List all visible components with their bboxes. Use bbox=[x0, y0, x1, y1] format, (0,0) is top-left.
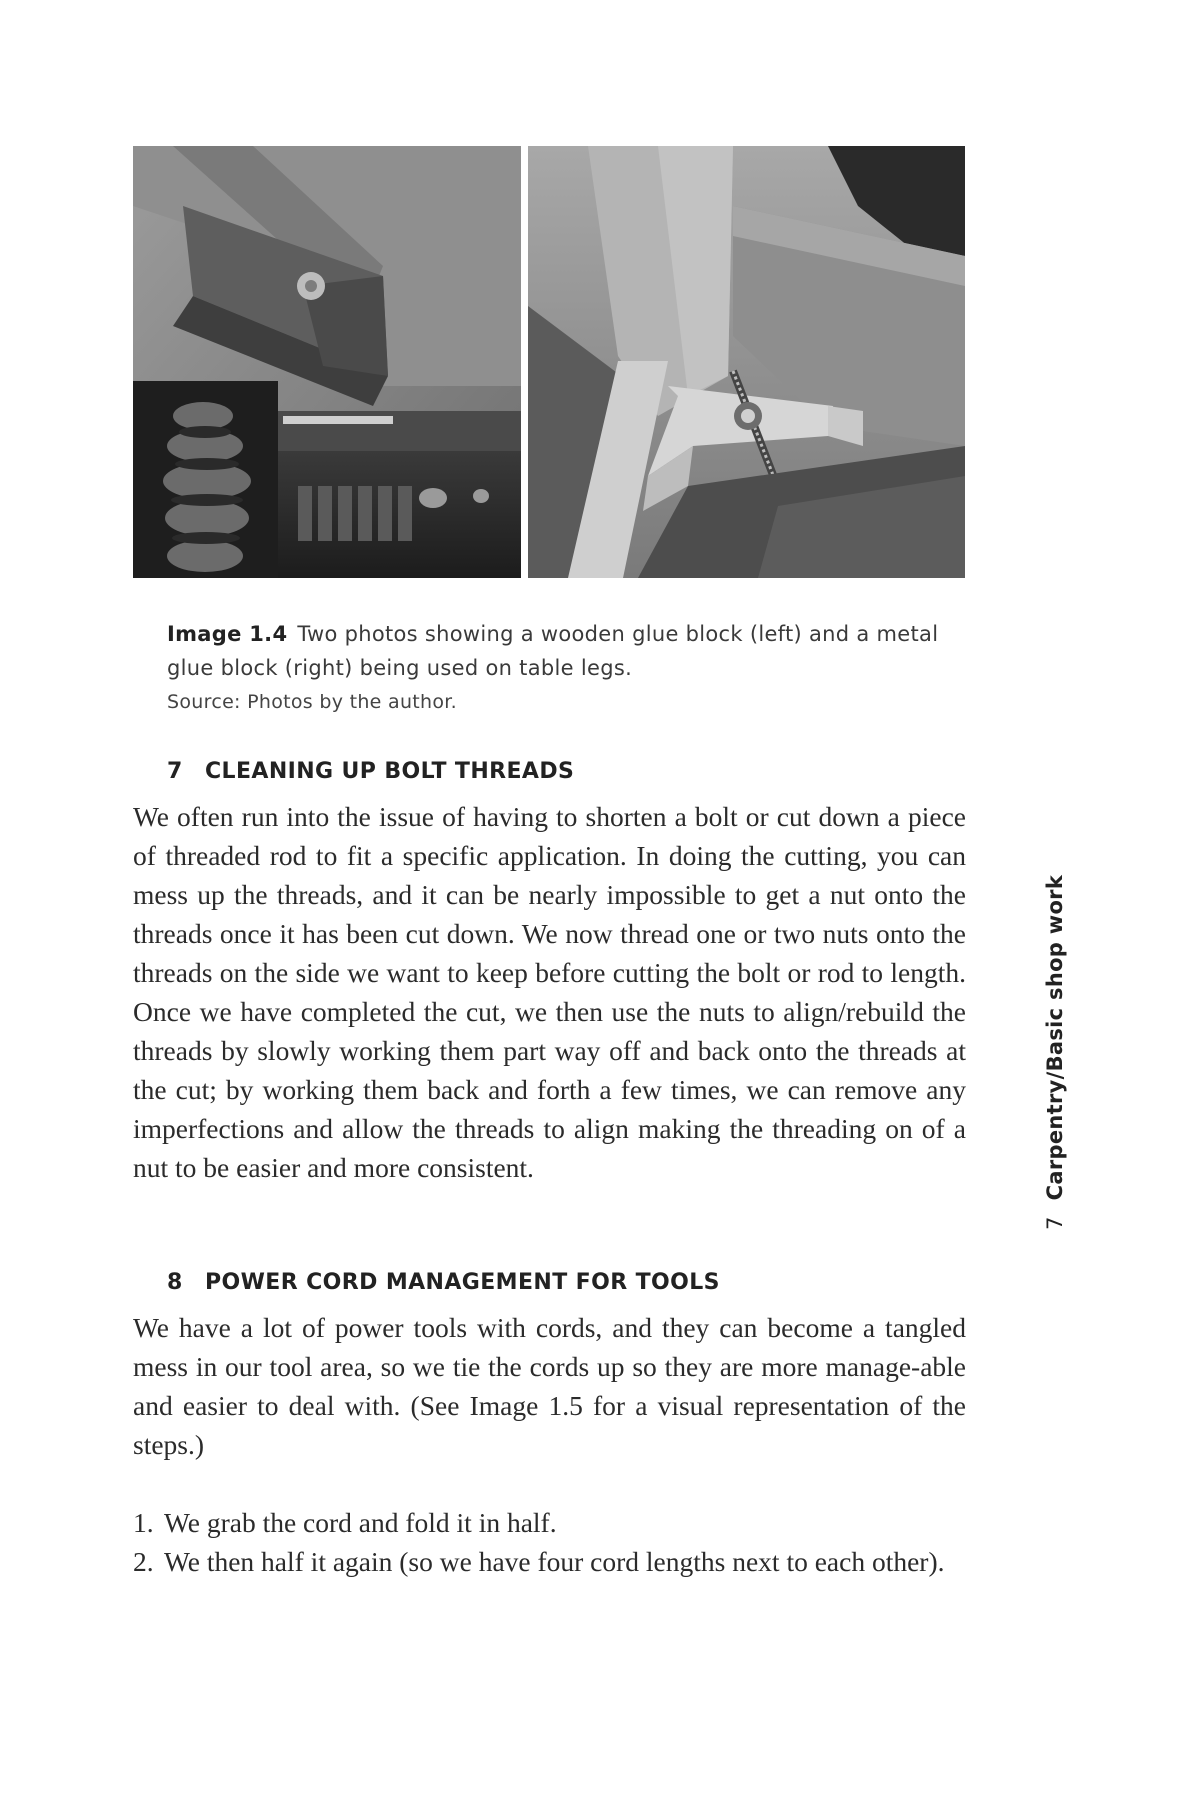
list-item-number: 2. bbox=[133, 1546, 154, 1577]
metal-glue-block-photo-art bbox=[528, 146, 965, 578]
photo-metal-glue-block bbox=[528, 146, 965, 578]
list-item bbox=[133, 1503, 966, 1542]
section-7-paragraph: We often run into the issue of having to shorten a bolt or cut down a piece of threaded rod to fit a specific application. In doing the cutting, you can mess up the threads, and it can be nearly impossible to get a nut onto the threads once it has been cut down. We now thread one or two nuts onto the threads on the side we want to keep before cutting the bolt or rod to length. Once we have completed the cut, we then use the nuts to align/rebuild the threads by slowly working them part way off and back onto the threads at the cut; by working them back and forth a few times, we can remove any imperfections and allow the threads to align making the threading on of a nut to be easier and more consistent. bbox=[133, 801, 966, 1183]
figure-label: Image 1.4 bbox=[167, 622, 288, 646]
list-item-text: We grab the cord and fold it in half. bbox=[164, 1507, 557, 1538]
section-8-paragraph: We have a lot of power tools with cords, and they can become a tangled mess in our tool area, so we tie the cords up so they are more manage-able and easier to deal with. (See Image 1.5 for a visual representation of the steps.) bbox=[133, 1312, 966, 1460]
cord-steps-list bbox=[133, 1503, 966, 1581]
list-item bbox=[133, 1542, 966, 1581]
wooden-glue-block-photo-art bbox=[133, 146, 521, 578]
section-number: 8 bbox=[167, 1270, 183, 1295]
section-title: CLEANING UP BOLT THREADS bbox=[205, 759, 575, 784]
running-header bbox=[1043, 875, 1067, 1230]
figure-caption bbox=[167, 617, 957, 717]
list-item-text: We then half it again (so we have four cord lengths next to each other). bbox=[164, 1546, 945, 1577]
list-item-number: 1. bbox=[133, 1507, 154, 1538]
figure-source: Source: Photos by the author. bbox=[167, 691, 458, 713]
section-heading-8 bbox=[167, 1270, 720, 1295]
running-title: Carpentry/Basic shop work bbox=[1043, 874, 1067, 1201]
section-heading-7 bbox=[167, 759, 574, 784]
figure-caption-text: Two photos showing a wooden glue block (left) and a metal glue block (right) being used on table legs. bbox=[167, 622, 939, 680]
page-number: 7 bbox=[1043, 1216, 1067, 1230]
section-title: POWER CORD MANAGEMENT FOR TOOLS bbox=[205, 1270, 720, 1295]
section-number: 7 bbox=[167, 759, 183, 784]
photo-wooden-glue-block bbox=[133, 146, 521, 578]
